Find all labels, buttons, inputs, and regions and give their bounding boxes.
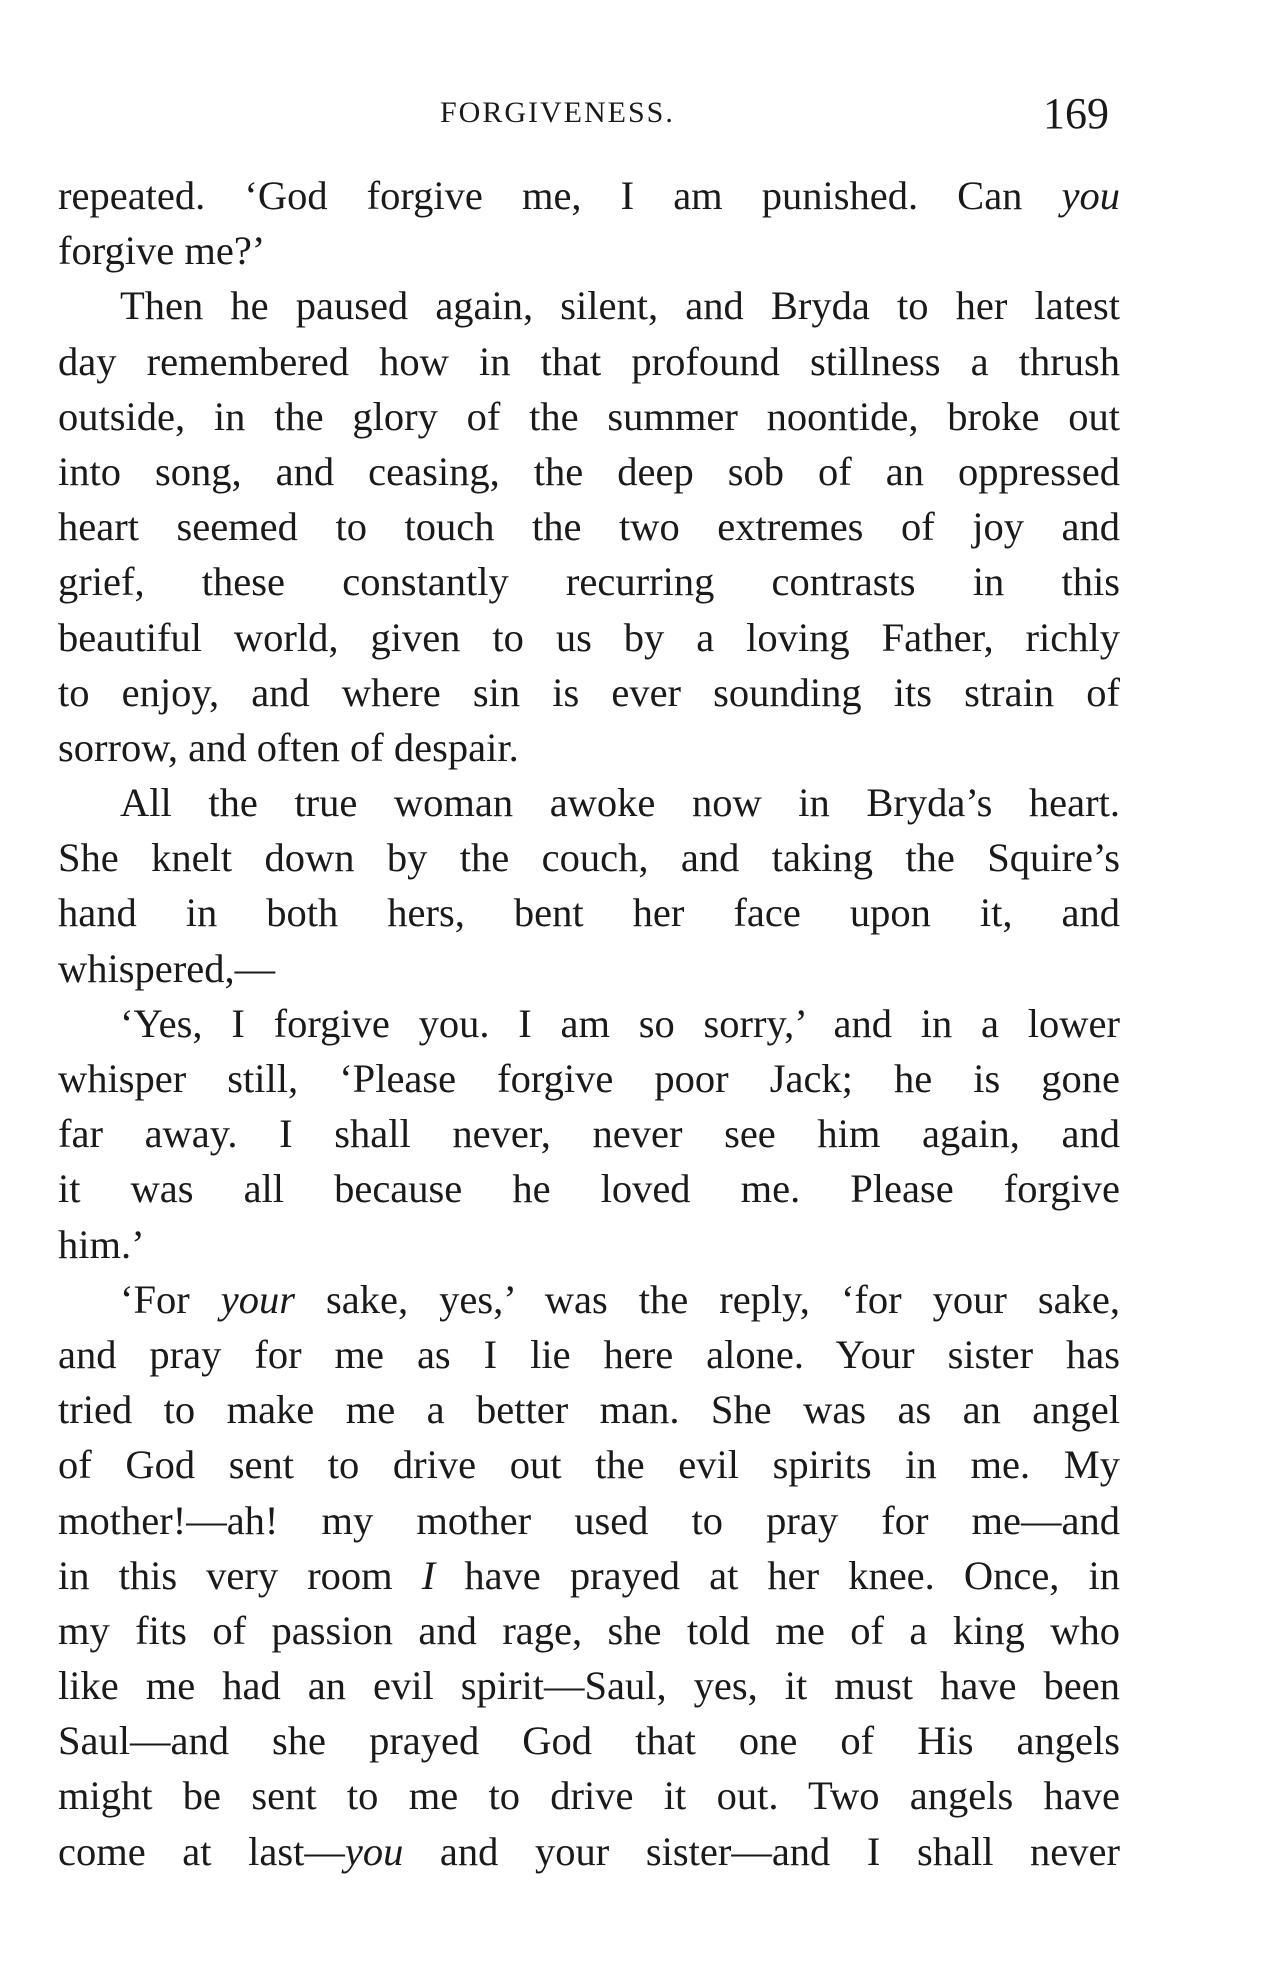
text-line: repeated. ‘God forgive me, I am punished. Can you [58,173,1120,218]
text-line: outside, in the glory of the summer noontide, broke out [58,393,1120,439]
text-line: like me had an evil spirit—Saul, yes, it must have been [58,1663,1120,1709]
text-line: ‘Yes, I forgive you. I am so sorry,’ and in a lower [120,1000,1120,1046]
text-line: it was all because he loved me. Please forgive [58,1166,1120,1212]
text-line: All the true woman awoke now in Bryda’s heart. [120,780,1120,826]
text-line: in this very room I have prayed at her knee. Once, in [58,1552,1120,1598]
running-title: FORGIVENESS. [440,96,675,129]
text-line: ‘For your sake, yes,’ was the reply, ‘for your sake, [120,1276,1121,1322]
text-line: Saul—and she prayed God that one of His angels [58,1718,1120,1764]
text-line: beautiful world, given to us by a loving Father, richly [58,614,1120,660]
text-line: into song, and ceasing, the deep sob of an oppressed [58,448,1120,494]
body-text [58,168,1120,1879]
text-line: my fits of passion and rage, she told me of a king who [58,1607,1120,1653]
text-line: Then he paused again, silent, and Bryda to her latest [120,283,1120,329]
text-line: to enjoy, and where sin is ever sounding its strain of [58,669,1120,715]
text-line: She knelt down by the couch, and taking the Squire’s [58,835,1120,881]
text-line: hand in both hers, bent her face upon it, and [58,890,1120,936]
text-line: grief, these constantly recurring contrasts in this [58,559,1120,605]
text-line: far away. I shall never, never see him again, and [58,1111,1120,1157]
text-line: whisper still, ‘Please forgive poor Jack; he is gone [58,1056,1120,1101]
text-line: might be sent to me to drive it out. Two angels have [58,1773,1120,1819]
text-line: tried to make me a better man. She was as an angel [58,1387,1120,1433]
page-number: 169 [1043,89,1109,138]
text-line: come at last—you and your sister—and I shall never [58,1828,1120,1874]
text-line: heart seemed to touch the two extremes of joy and [58,504,1120,550]
text-line: and pray for me as I lie here alone. Your sister has [58,1331,1120,1377]
text-line: mother!—ah! my mother used to pray for me—and [58,1497,1120,1543]
text-line: forgive me?’ [58,228,266,274]
text-line: day remembered how in that profound stillness a thrush [58,338,1120,384]
running-head [0,88,1275,148]
text-line: of God sent to drive out the evil spirits in me. My [58,1442,1120,1488]
text-line: whispered,— [58,945,276,991]
text-line: sorrow, and often of despair. [58,724,519,770]
text-line: him.’ [58,1221,145,1267]
